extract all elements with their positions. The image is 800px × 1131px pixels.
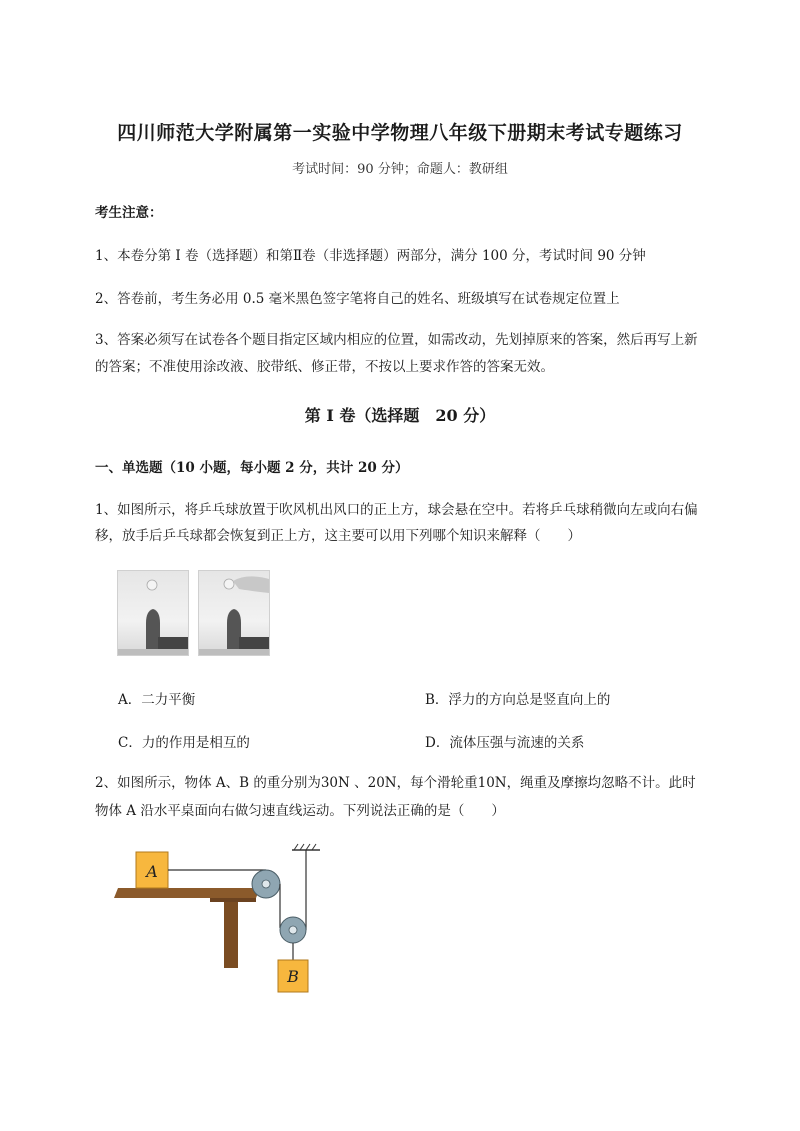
question-2-text: 2、如图所示，物体 A、B 的重分别为30N 、20N，每个滑轮重10N，绳重及摩擦均忽略不计。此时	[95, 775, 696, 791]
question-1-photo-right	[198, 570, 270, 656]
question-1-text: 1、如图所示，将乒乓球放置于吹风机出风口的正上方，球会悬在空中。若将乒乓球稍微向左或向右偏	[95, 502, 698, 518]
question-2-text-cont: 物体 A 沿水平桌面向右做匀速直线运动。下列说法正确的是（ ）	[95, 803, 505, 819]
notice-item-1: 1、本卷分第 I 卷（选择题）和第Ⅱ卷（非选择题）两部分，满分 100 分，考试时间 90 分钟	[95, 248, 646, 264]
block-b-label: B	[287, 967, 299, 986]
question-1-option-d[interactable]: D．流体压强与流速的关系	[425, 735, 585, 751]
section-title: 第 I 卷（选择题 20 分）	[304, 406, 496, 425]
part-title: 一、单选题（10 小题，每小题 2 分，共计 20 分）	[95, 460, 409, 476]
hairdryer-ball-image	[118, 571, 188, 655]
pulley-diagram	[110, 840, 330, 1000]
notice-item-3-cont: 的答案；不准使用涂改液、胶带纸、修正带，不按以上要求作答的答案无效。	[95, 359, 554, 375]
question-1-text-cont: 移，放手后乒乓球都会恢复到正上方，这主要可以用下列哪个知识来解释（ ）	[95, 528, 581, 544]
question-1-photo-left	[117, 570, 189, 656]
table-top	[114, 888, 260, 898]
question-1-option-a[interactable]: A．二力平衡	[118, 692, 196, 708]
movable-pulley	[280, 917, 306, 943]
block-a-label: A	[146, 862, 158, 881]
page-title: 四川师范大学附属第一实验中学物理八年级下册期末考试专题练习	[117, 122, 683, 144]
notice-heading: 考生注意：	[95, 205, 163, 221]
question-1-option-b[interactable]: B．浮力的方向总是竖直向上的	[425, 692, 611, 708]
fixed-pulley	[252, 870, 280, 898]
hand-ball-image	[199, 571, 269, 655]
question-1-option-c[interactable]: C．力的作用是相互的	[118, 735, 250, 751]
table-leg	[224, 898, 238, 968]
notice-item-3: 3、答案必须写在试卷各个题目指定区域内相应的位置，如需改动，先划掉原来的答案，然后再写上新	[95, 332, 698, 348]
ceiling-support	[292, 844, 320, 850]
exam-info: 考试时间：90 分钟；命题人：教研组	[292, 162, 508, 177]
notice-item-2: 2、答卷前，考生务必用 0.5 毫米黑色签字笔将自己的姓名、班级填写在试卷规定位置上	[95, 291, 620, 307]
